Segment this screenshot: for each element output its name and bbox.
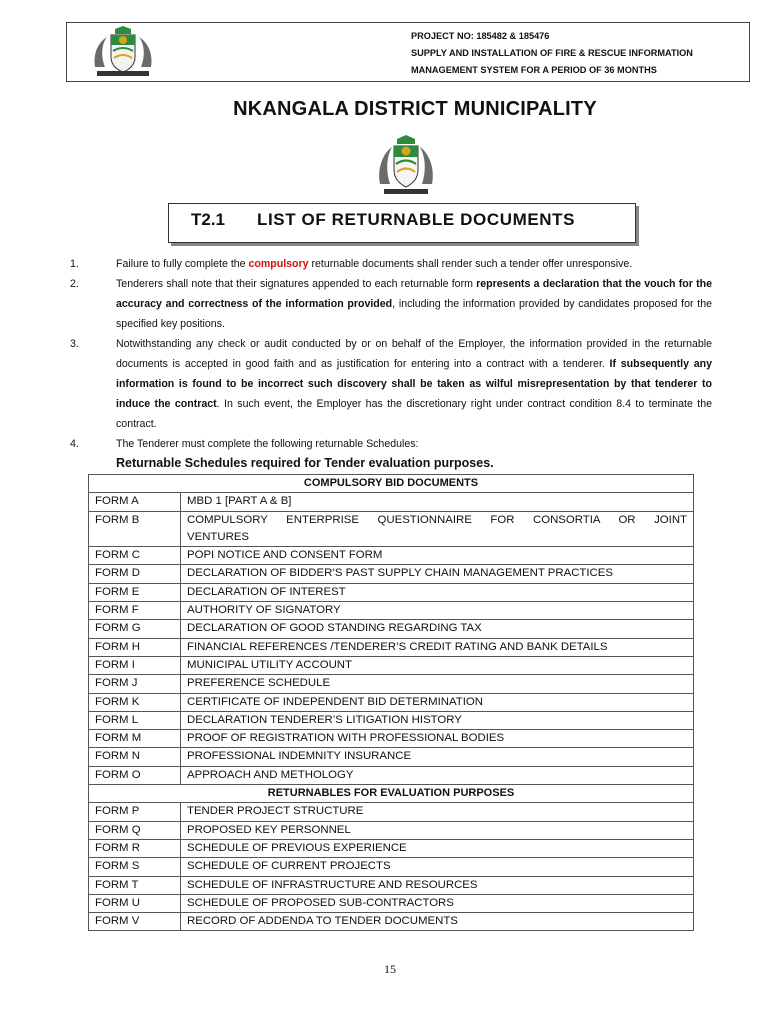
list-item (66, 434, 712, 454)
form-code: FORM K (89, 693, 181, 711)
municipal-crest-icon (372, 134, 440, 196)
table-row (89, 821, 694, 839)
form-description: APPROACH AND METHOLOGY (181, 766, 694, 784)
item-emphasis: represents a declaration that the vouch for the accuracy and correctness of the information provided (116, 278, 712, 310)
form-code: FORM I (89, 656, 181, 674)
form-description: PROFESSIONAL INDEMNITY INSURANCE (181, 748, 694, 766)
form-code: FORM H (89, 638, 181, 656)
header-line: SUPPLY AND INSTALLATION OF FIRE & RESCUE INFORMATION (411, 48, 693, 58)
form-description: DECLARATION OF GOOD STANDING REGARDING TAX (181, 620, 694, 638)
form-description: PREFERENCE SCHEDULE (181, 675, 694, 693)
form-description: SCHEDULE OF INFRASTRUCTURE AND RESOURCES (181, 876, 694, 894)
form-description: MBD 1 [PART A & B] (181, 493, 694, 511)
form-description-line: VENTURES (187, 530, 250, 543)
item-text: Failure to fully complete the (116, 258, 249, 270)
table-row (89, 858, 694, 876)
form-code: FORM E (89, 583, 181, 601)
form-description: SCHEDULE OF PROPOSED SUB-CONTRACTORS (181, 894, 694, 912)
table-section-header (89, 785, 694, 803)
table-row (89, 511, 694, 547)
form-code: FORM O (89, 766, 181, 784)
header-line: MANAGEMENT SYSTEM FOR A PERIOD OF 36 MONTHS (411, 65, 657, 75)
section-title: LIST OF RETURNABLE DOCUMENTS (257, 210, 576, 229)
form-code: FORM C (89, 547, 181, 565)
item-text: . In such event, the Employer has the discretionary right under contract condition 8.4 to terminate the contract. (116, 398, 712, 430)
form-code: FORM D (89, 565, 181, 583)
schedules-heading: Returnable Schedules required for Tender evaluation purposes. (116, 456, 494, 470)
form-code: FORM R (89, 839, 181, 857)
form-code: FORM P (89, 803, 181, 821)
table-row (89, 748, 694, 766)
table-row (89, 620, 694, 638)
item-number: 1. (70, 258, 79, 270)
form-code: FORM N (89, 748, 181, 766)
table-row (89, 547, 694, 565)
section-heading (168, 203, 636, 243)
form-code: FORM F (89, 602, 181, 620)
list-item (66, 254, 712, 274)
form-code: FORM V (89, 913, 181, 931)
section-label: COMPULSORY BID DOCUMENTS (89, 475, 694, 493)
form-description: AUTHORITY OF SIGNATORY (181, 602, 694, 620)
form-code: FORM Q (89, 821, 181, 839)
list-item (66, 274, 712, 334)
table-row (89, 913, 694, 931)
form-description: FINANCIAL REFERENCES /TENDERER’S CREDIT RATING AND BANK DETAILS (181, 638, 694, 656)
form-code: FORM B (89, 511, 181, 547)
form-code: FORM G (89, 620, 181, 638)
table-row (89, 803, 694, 821)
page-title: NKANGALA DISTRICT MUNICIPALITY (233, 98, 597, 120)
form-description: DECLARATION OF BIDDER’S PAST SUPPLY CHAIN MANAGEMENT PRACTICES (181, 565, 694, 583)
item-text: , including the information provided by candidates proposed for the specified key positions. (116, 298, 713, 330)
item-number: 4. (70, 438, 79, 450)
form-description: SCHEDULE OF PREVIOUS EXPERIENCE (181, 839, 694, 857)
form-description: TENDER PROJECT STRUCTURE (181, 803, 694, 821)
table-row (89, 583, 694, 601)
table-section-header (89, 475, 694, 493)
form-code: FORM J (89, 675, 181, 693)
list-item (66, 334, 712, 434)
item-number: 2. (70, 278, 79, 290)
form-code: FORM U (89, 894, 181, 912)
table-row (89, 565, 694, 583)
table-row (89, 602, 694, 620)
form-description: DECLARATION TENDERER’S LITIGATION HISTORY (181, 711, 694, 729)
form-description (181, 511, 694, 547)
form-description: RECORD OF ADDENDA TO TENDER DOCUMENTS (181, 913, 694, 931)
item-emphasis: If subsequently any information is found to be incorrect such discovery shall be taken as wilful misrepresentation by that tenderer to induce the contract (116, 358, 712, 410)
table-row (89, 656, 694, 674)
form-code: FORM A (89, 493, 181, 511)
page-number: 15 (384, 962, 396, 976)
section-number: T2.1 (191, 210, 226, 229)
returnables-table (88, 474, 694, 931)
table-row (89, 675, 694, 693)
item-text: The Tenderer must complete the following returnable Schedules: (116, 438, 419, 450)
table-row (89, 839, 694, 857)
form-code: FORM T (89, 876, 181, 894)
table-row (89, 638, 694, 656)
item-text: returnable documents shall render such a tender offer unresponsive. (308, 258, 633, 270)
form-description: POPI NOTICE AND CONSENT FORM (181, 547, 694, 565)
form-description: MUNICIPAL UTILITY ACCOUNT (181, 656, 694, 674)
form-description: PROOF OF REGISTRATION WITH PROFESSIONAL BODIES (181, 730, 694, 748)
section-label: RETURNABLES FOR EVALUATION PURPOSES (89, 785, 694, 803)
table-row (89, 711, 694, 729)
form-description: DECLARATION OF INTEREST (181, 583, 694, 601)
form-code: FORM L (89, 711, 181, 729)
municipal-crest-icon (85, 25, 161, 79)
item-text: Tenderers shall note that their signatures appended to each returnable form (116, 278, 477, 290)
form-code: FORM S (89, 858, 181, 876)
form-description: CERTIFICATE OF INDEPENDENT BID DETERMINATION (181, 693, 694, 711)
form-description-line: COMPULSORY ENTERPRISE QUESTIONNAIRE FOR CONSORTIA OR JOINT (187, 513, 687, 526)
table-row (89, 766, 694, 784)
item-number: 3. (70, 338, 79, 350)
table-row (89, 894, 694, 912)
header-text (411, 28, 693, 79)
compulsory-emphasis: compulsory (248, 258, 309, 270)
instructions-list (66, 254, 712, 454)
form-code: FORM M (89, 730, 181, 748)
table-row (89, 730, 694, 748)
header-line: PROJECT NO: 185482 & 185476 (411, 31, 550, 41)
form-description: PROPOSED KEY PERSONNEL (181, 821, 694, 839)
document-header (66, 22, 750, 82)
table-row (89, 876, 694, 894)
form-description: SCHEDULE OF CURRENT PROJECTS (181, 858, 694, 876)
table-row (89, 693, 694, 711)
item-text: Notwithstanding any check or audit conducted by or on behalf of the Employer, the information provided in the returnable documents is accepted in good faith and as justification for entering into a contract with a tenderer. (116, 338, 712, 370)
table-row (89, 493, 694, 511)
